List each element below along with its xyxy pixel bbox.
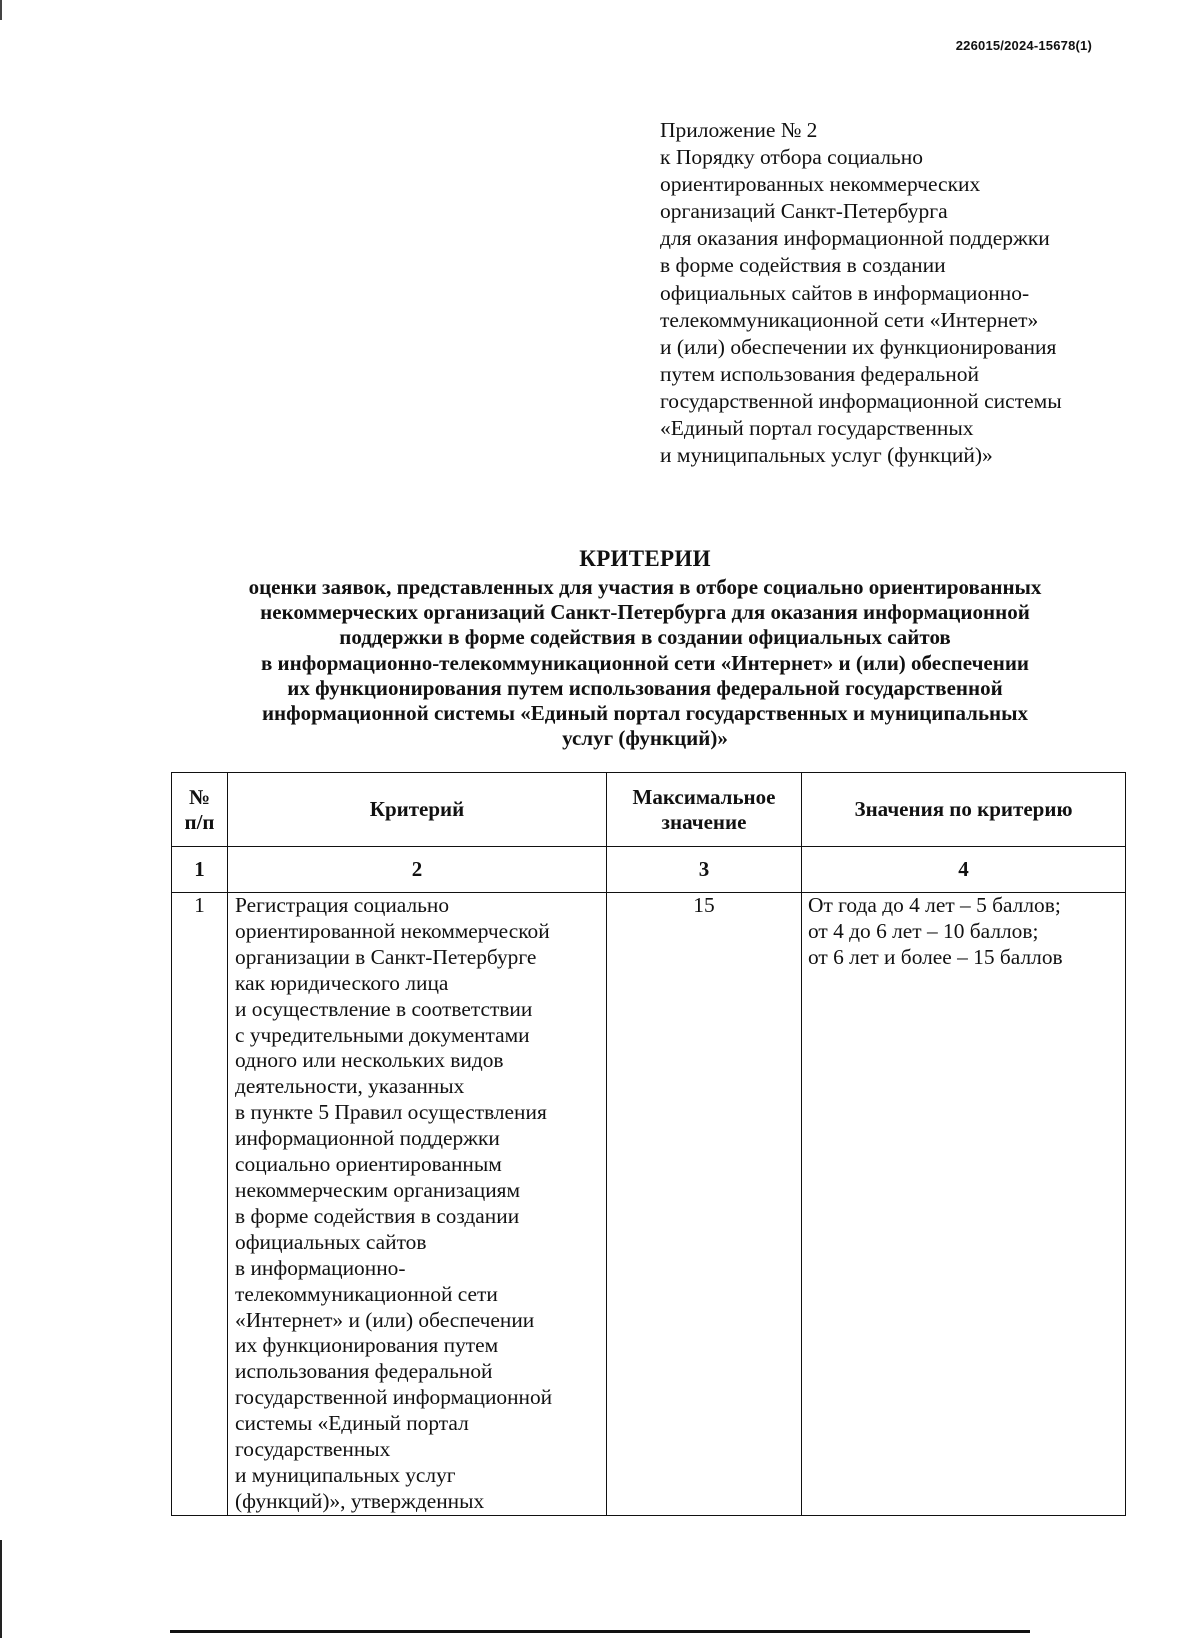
- table-row: [172, 893, 1126, 1516]
- criterion-line: и осуществление в соответствии: [235, 996, 533, 1021]
- column-number: 1: [172, 847, 228, 893]
- criterion-line: государственной информационной: [235, 1385, 553, 1410]
- column-number: 4: [802, 847, 1126, 893]
- appendix-block: [660, 117, 1160, 469]
- appendix-line: официальных сайтов в информационно-: [660, 280, 1030, 305]
- title-block: [160, 544, 1130, 751]
- row-criterion: [228, 893, 607, 1516]
- appendix-line: Приложение № 2: [660, 118, 818, 142]
- column-number-row: [172, 847, 1126, 893]
- appendix-line: для оказания информационной поддержки: [660, 226, 1050, 251]
- column-number: 3: [607, 847, 802, 893]
- criterion-line: в форме содействия в создании: [235, 1203, 520, 1228]
- criterion-line: организации в Санкт-Петербурге: [235, 944, 537, 969]
- criterion-line: официальных сайтов: [235, 1229, 427, 1254]
- appendix-line: телекоммуникационной сети «Интернет»: [660, 307, 1039, 332]
- subtitle-line: в информационно-телекоммуникационной сети «Интернет» и (или) обеспечении: [260, 650, 1030, 675]
- appendix-line: и (или) обеспечении их функционирования: [660, 334, 1057, 359]
- appendix-line: и муниципальных услуг (функций)»: [660, 443, 993, 468]
- appendix-line: путем использования федеральной: [660, 361, 979, 386]
- criterion-line: (функций)», утвержденных: [235, 1488, 485, 1513]
- row-max-value: 15: [607, 893, 802, 1516]
- appendix-line: организаций Санкт-Петербурга: [660, 199, 948, 224]
- row-number: 1: [172, 893, 228, 1516]
- criterion-line: одного или нескольких видов: [235, 1048, 504, 1073]
- row-values: [802, 893, 1126, 1516]
- appendix-line: к Порядку отбора социально: [660, 145, 923, 170]
- header-number-sign: №: [188, 784, 211, 809]
- document-title: КРИТЕРИИ: [579, 546, 711, 571]
- criterion-line: и муниципальных услуг: [235, 1462, 456, 1487]
- header-number-abbr: п/п: [184, 809, 215, 834]
- criterion-line: с учредительными документами: [235, 1022, 530, 1047]
- column-number: 2: [228, 847, 607, 893]
- appendix-line: ориентированных некоммерческих: [660, 172, 981, 197]
- criterion-line: в пункте 5 Правил осуществления: [235, 1100, 547, 1125]
- criterion-line: социально ориентированным: [235, 1152, 502, 1177]
- subtitle-line: их функционирования путем использования федеральной государственной: [287, 675, 1003, 700]
- table-header-row: [172, 773, 1126, 847]
- subtitle-line: некоммерческих организаций Санкт-Петербурга для оказания информационной: [260, 600, 1030, 625]
- criteria-table: [171, 772, 1126, 1516]
- subtitle-line: услуг (функций)»: [562, 726, 728, 751]
- subtitle-line: оценки заявок, представленных для участия в отборе социально ориентированных: [248, 575, 1042, 599]
- criterion-line: информационной поддержки: [235, 1126, 500, 1151]
- criterion-line: государственных: [235, 1437, 391, 1462]
- header-number: [172, 773, 228, 847]
- criterion-line: «Интернет» и (или) обеспечении: [235, 1307, 535, 1332]
- scan-edge-mark-bottom: [0, 1540, 2, 1638]
- scan-bottom-line: [170, 1630, 1030, 1633]
- subtitle-line: поддержки в форме содействия в создании официальных сайтов: [339, 625, 951, 650]
- criterion-line: деятельности, указанных: [235, 1074, 465, 1099]
- criterion-line: ориентированной некоммерческой: [235, 918, 550, 943]
- value-line: от 4 до 6 лет – 10 баллов;: [808, 918, 1039, 943]
- header-max-line1: Максимальное: [632, 784, 776, 809]
- criterion-line: как юридического лица: [235, 970, 449, 995]
- criterion-line: некоммерческим организациям: [235, 1177, 521, 1202]
- criterion-line: телекоммуникационной сети: [235, 1281, 498, 1306]
- header-values: Значения по критерию: [802, 773, 1126, 847]
- criterion-line: системы «Единый портал: [235, 1411, 469, 1436]
- subtitle-line: информационной системы «Единый портал государственных и муниципальных: [261, 701, 1029, 726]
- document-subtitle: [160, 575, 1130, 751]
- criterion-line: в информационно-: [235, 1255, 406, 1280]
- header-max-value: [607, 773, 802, 847]
- header-max-line2: значение: [661, 809, 747, 834]
- criterion-line: использования федеральной: [235, 1359, 493, 1384]
- criterion-line: Регистрация социально: [235, 893, 450, 917]
- value-line: от 6 лет и более – 15 баллов: [808, 944, 1063, 969]
- header-criterion: Критерий: [228, 773, 607, 847]
- value-line: От года до 4 лет – 5 баллов;: [808, 893, 1061, 917]
- document-number: 226015/2024-15678(1): [955, 38, 1092, 53]
- appendix-line: «Единый портал государственных: [660, 416, 974, 441]
- appendix-line: в форме содействия в создании: [660, 253, 946, 278]
- criterion-line: их функционирования путем: [235, 1333, 499, 1358]
- appendix-line: государственной информационной системы: [660, 388, 1062, 413]
- scan-edge-mark-top: [0, 0, 2, 20]
